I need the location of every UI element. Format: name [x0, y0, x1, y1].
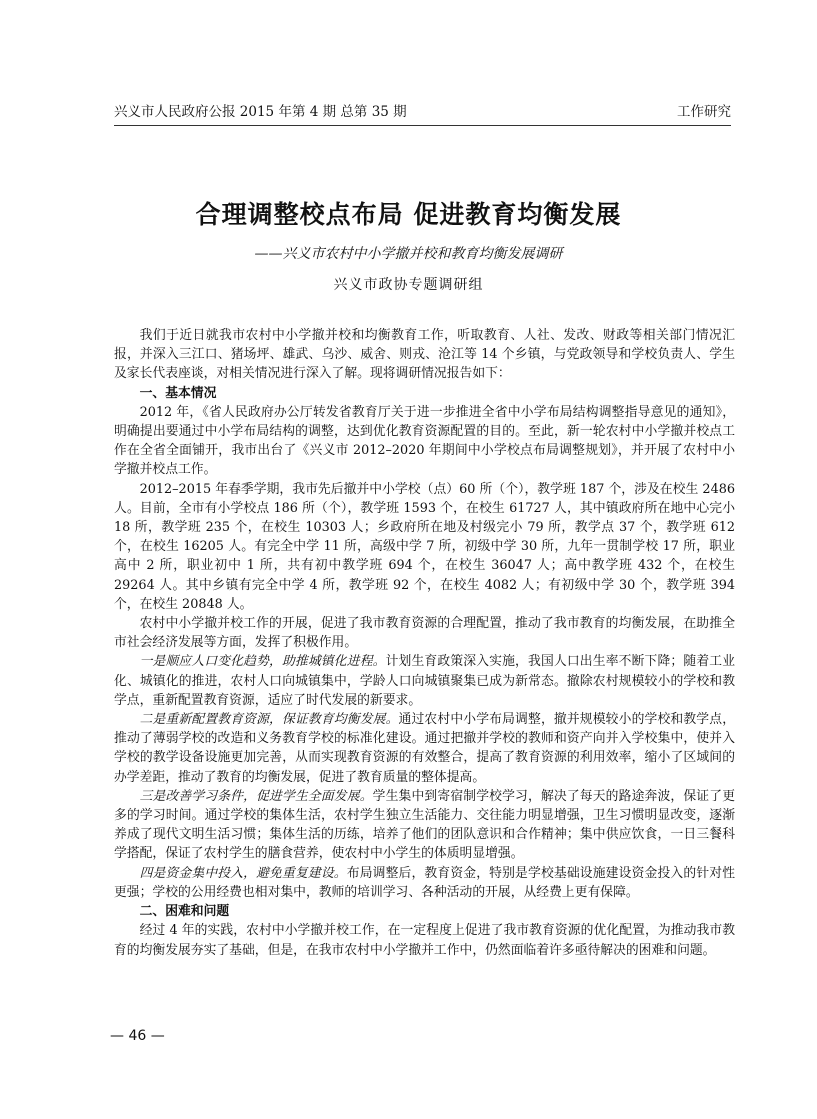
section-name: 工作研究 [677, 104, 731, 120]
paragraph [114, 710, 735, 787]
paragraph-lead: 四是资金集中投入，避免重复建设。 [139, 865, 347, 881]
paragraph [114, 652, 735, 710]
intro-paragraph: 我们于近日就我市农村中小学撤并校和均衡教育工作，听取教育、人社、发改、财政等相关部门情况汇报，并深入三江口、猪场坪、雄武、乌沙、威舍、则戎、沧江等 14 个乡镇，与党政领导和学校负责人、学生及家长代表座谈，对相关情况进行深入了解。现将调研情况报告如下： [114, 328, 735, 382]
section-heading: 二、困难和问题 [139, 904, 230, 920]
paragraph-text: 布局调整后，教育资金，特别是学校基础设施建设资金投入的针对性更强；学校的公用经费也相对集中，教师的培训学习、各种活动的开展，从经费上更有保障。 [114, 865, 736, 900]
paragraph: 2012 年，《省人民政府办公厅转发省教育厅关于进一步推进全省中小学布局结构调整指导意见的通知》，明确提出要通过中小学布局结构的调整，达到优化教育资源配置的目的。至此，新一轮农村中小学撤并校点工作在全省全面铺开，我市出台了《兴义市 2012–2020 年期间中小学校点布局调整规划》，并开展了农村中小学撤并校点工作。 [114, 404, 735, 478]
paragraph-text: 学生集中到寄宿制学校学习，解决了每天的路途奔波，保证了更多的学习时间。通过学校的集体生活，农村学生独立生活能力、交往能力明显增强，卫生习惯明显改变，逐渐养成了现代文明生活习惯；集体生活的历练，培养了他们的团队意识和合作精神；集中供应饮食，一日三餐科学搭配，保证了农村学生的膳食营养，使农村中小学生的体质明显增强。 [114, 788, 736, 862]
paragraph-text: 计划生育政策深入实施，我国人口出生率不断下降；随着工业化、城镇化的推进，农村人口向城镇集中，学龄人口向城镇聚集已成为新常态。撤除农村规模较小的学校和教学点，重新配置教育资源，适应了时代发展的新要求。 [114, 654, 736, 708]
paragraph-lead: 一是顺应人口变化趋势，助推城镇化进程。 [139, 654, 386, 670]
paragraph [114, 787, 735, 864]
paragraph-text: 通过农村中小学布局调整，撤并规模较小的学校和教学点，推动了薄弱学校的改造和义务教育学校的标准化建设。通过把撤并学校的教师和资产向并入学校集中，使并入学校的教学设备设施更加完善，从而实现教育资源的有效整合，提高了教育资源的利用效率，缩小了区域间的办学差距，推动了教育的均衡发展，促进了教育质量的整体提高。 [114, 712, 736, 785]
header-rule [114, 125, 731, 126]
paragraph-lead: 三是改善学习条件，促进学生全面发展。 [139, 788, 373, 804]
article-body [114, 326, 735, 960]
paragraph-lead: 二是重新配置教育资源，保证教育均衡发展。 [139, 712, 399, 728]
page-number: — 46 — [110, 1028, 165, 1044]
article-title: 合理调整校点布局 促进教育均衡发展 [195, 200, 622, 229]
article-author: 兴义市政协专题调研组 [333, 277, 484, 293]
paragraph [114, 864, 735, 902]
running-header [114, 102, 731, 126]
paragraph: 2012–2015 年春季学期，我市先后撤并中小学校（点）60 所（个），教学班 187 个，涉及在校生 2486 人。目前，全市有小学校点 186 所（个），教学班 1593 个，在校生 61727 人，其中镇政府所在地中心完小 18 所，教学班 235 个，在校生 10303 人；乡政府所在地及村级完小 79 所，教学点 37 个，教学班 612 个，在校生 16205 人。有完全中学 11 所，高级中学 7 所，初级中学 30 所，九年一贯制学校 17 所，职业高中 2 所，职业初中 1 所，共有初中教学班 694 个，在校生 36047 人；高中教学班 432 个，在校生 29264 人。其中乡镇有完全中学 4 所，教学班 92 个，在校生 4082 人；有初级中学 30 个，教学班 394 个，在校生 20848 人。 [114, 481, 735, 612]
paragraph: 农村中小学撤并校工作的开展，促进了我市教育资源的合理配置，推动了我市教育的均衡发展，在助推全市社会经济发展等方面，发挥了积极作用。 [114, 616, 735, 651]
paragraph: 经过 4 年的实践，农村中小学撤并校工作，在一定程度上促进了我市教育资源的优化配置，为推动我市教育的均衡发展夯实了基础，但是，在我市农村中小学撤并工作中，仍然面临着许多亟待解决的困难和问题。 [114, 923, 735, 958]
journal-issue: 兴义市人民政府公报 2015 年第 4 期 总第 35 期 [114, 104, 407, 120]
section-heading: 一、基本情况 [139, 385, 217, 401]
article-subtitle: ——兴义市农村中小学撤并校和教育均衡发展调研 [254, 246, 563, 262]
